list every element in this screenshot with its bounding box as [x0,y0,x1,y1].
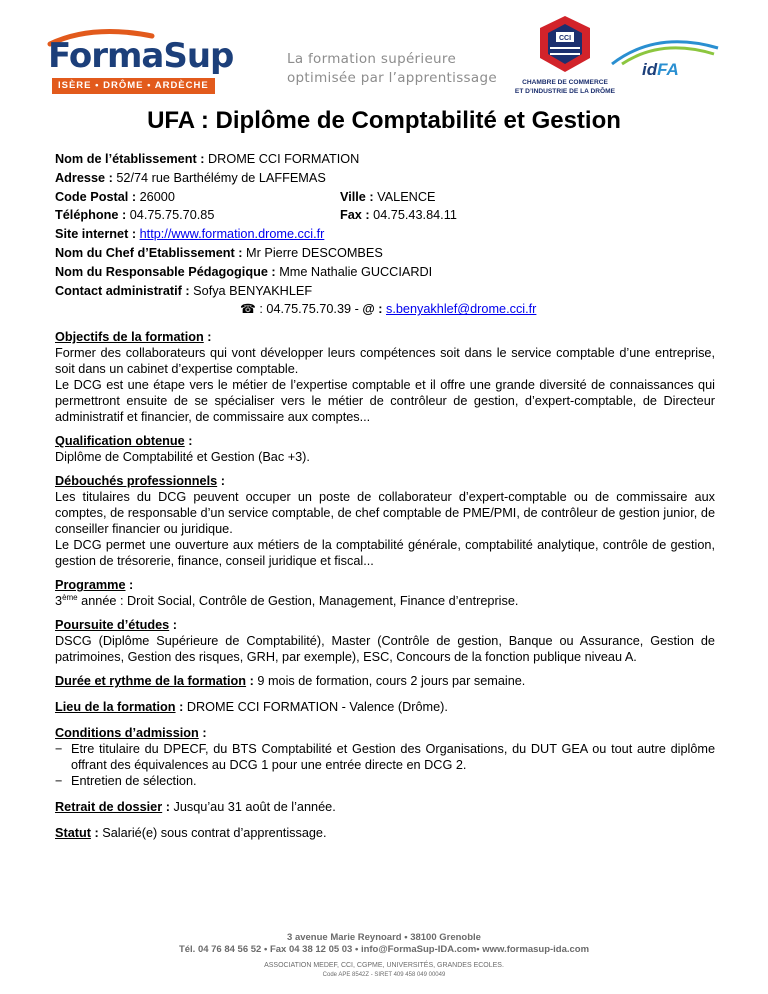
contact-phone: : 04.75.75.70.39 - [259,302,359,317]
adresse-label: Adresse : [55,170,113,185]
statut-text: Salarié(e) sous contrat d’apprentissage. [102,826,327,841]
info-adresse [55,169,715,188]
colon: : [188,434,193,449]
resp-value: Mme Nathalie GUCCIARDI [279,264,433,279]
info-contact [55,282,715,301]
cp-value: 26000 [139,189,175,204]
idfa-wordmark [642,60,679,80]
colon: : [172,618,177,633]
retrait-title: Retrait de dossier [55,800,163,815]
section-lieu [55,699,715,715]
lieu-text: DROME CCI FORMATION - Valence (Drôme). [186,700,448,715]
etab-value: DROME CCI FORMATION [208,152,360,166]
poursuite-paragraph: DSCG (Diplôme Supérieure de Comptabilité), Master (Contrôle de gestion, Banque ou Assurance, Gestion de patrimoines, Gestion des risques, GRH, par exemple), ESC, Concours de la fonction publique niveau A. [55,634,715,665]
qualif-paragraph: Diplôme de Comptabilité et Gestion (Bac +3). [55,450,310,465]
contact-value: Sofya BENYAKHLEF [193,283,313,298]
objectifs-paragraph-2: Le DCG est une étape vers le métier de l’expertise comptable et il offre une grande diversité de connaissances qui permettront ensuite de se spécialiser vers le métier de contrôleur de gestion, d’expert-comptable, de Directeur administratif et financier, de commissaire aux comptes... [55,378,715,425]
idfa-logo [606,30,726,100]
lieu-title: Lieu de la formation [55,700,176,715]
cci-label-line-2: ET D’INDUSTRIE DE LA DRÔME [514,88,616,95]
page-header [0,0,768,110]
section-qualification [55,433,715,465]
footer-siret: Code APE 8542Z - SIRET 409 458 049 00049 [322,972,446,978]
info-etablissement [55,150,715,169]
info-chef [55,244,715,263]
adresse-value: 52/74 rue Barthélémy de LAFFEMAS [116,170,326,185]
idfa-word-fa: FA [657,60,679,79]
tagline-line-2: optimisée par l’apprentissage [287,70,497,86]
idfa-word-id: id [642,60,658,79]
programme-text: année : Droit Social, Contrôle de Gestion, Management, Finance d’entreprise. [81,594,519,609]
colon: : [94,826,99,841]
qualif-title: Qualification obtenue [55,434,185,449]
colon: : [207,330,212,345]
debouches-paragraph-2: Le DCG permet une ouverture aux métiers de la comptabilité générale, comptabilité analytique, contrôle de gestion, gestion de trésorerie, finance, conseil juridique et fiscal... [55,538,715,569]
section-retrait [55,799,715,815]
contact-label: Contact administratif : [55,283,190,298]
retrait-text: Jusqu’au 31 août de l’année. [173,800,336,815]
programme-num: 3 [55,594,63,609]
site-label: Site internet : [55,227,137,242]
section-debouches [55,473,715,569]
programme-title: Programme [55,578,126,593]
footer-contact: Tél. 04 76 84 56 52 • Fax 04 38 12 05 03 • info@FormaSup-IDA.com• www.formasup-ida.com [178,944,590,955]
list-item: − Etre titulaire du DPECF, du BTS Comptabilité et Gestion des Organisations, du DUT GEA ou tout autre diplôme offrant des équivalences au DCG 1 pour une entrée directe en DCG 2. [55,741,715,773]
section-statut [55,825,715,841]
logo-word-sup: Sup [163,36,234,76]
colon: : [249,674,254,689]
info-contact-details [55,300,715,319]
debouches-paragraph-1: Les titulaires du DCG peuvent occuper un poste de collaborateur d’expert-comptable ou de commissaire aux comptes, de responsable d’un service comptable, de chef comptable de PME/PMI, de contrôleur de gestion junior, de conseiller financier ou juridique. [55,490,715,537]
cci-badge-text: CCI [558,35,572,42]
duree-title: Durée et rythme de la formation [55,674,247,689]
cci-label-line-1: CHAMBRE DE COMMERCE [522,79,608,86]
ville-label: Ville : [340,189,374,204]
tagline [287,50,497,88]
site-link[interactable]: http://www.formation.drome.cci.fr [139,227,325,242]
contact-email-link[interactable]: s.benyakhlef@drome.cci.fr [386,302,537,317]
cp-label: Code Postal : [55,189,137,204]
tagline-line-1: La formation supérieure [287,51,457,67]
section-duree [55,673,715,689]
info-tel-fax [55,206,715,225]
conditions-title: Conditions d’admission [55,726,199,741]
tel-label: Téléphone : [55,208,127,223]
cci-label [510,78,620,96]
chef-label: Nom du Chef d’Etablissement : [55,245,243,260]
chef-value: Mr Pierre DESCOMBES [246,245,383,260]
list-item: − Entretien de sélection. [55,773,715,789]
section-conditions [55,725,715,789]
fax-value: 04.75.43.84.11 [373,208,457,223]
colon: : [165,800,170,815]
colon: : [202,726,207,741]
debouches-title: Débouchés professionnels [55,474,218,489]
objectifs-paragraph-1: Former des collaborateurs qui vont développer leurs compétences soit dans le service comptable d’une entreprise, soit dans un cabinet d’expertise comptable. [55,346,715,377]
info-responsable [55,263,715,282]
resp-label: Nom du Responsable Pédagogique : [55,264,276,279]
logo-word-forma: Forma [48,36,164,76]
colon: : [129,578,134,593]
etab-label: Nom de l’établissement : [55,152,205,166]
document-body [55,150,715,841]
colon: : [179,700,184,715]
programme-sup: ème [62,592,78,602]
page-footer [0,932,768,979]
footer-association: ASSOCIATION MEDEF, CCI, CGPME, UNIVERSITÉS, GRANDES ECOLES. [264,962,504,969]
document-title: UFA : Diplôme de Comptabilité et Gestion [147,107,621,134]
conditions-list [55,741,715,789]
logo-subtitle: ISÈRE • DRÔME • ARDÈCHE [52,78,215,94]
ville-value: VALENCE [377,189,436,204]
statut-title: Statut [55,826,91,841]
tel-value: 04.75.75.70.85 [129,208,215,223]
section-poursuite [55,617,715,665]
footer-address: 3 avenue Marie Reynoard • 38100 Grenoble [287,932,481,943]
programme-paragraph [55,593,715,609]
cci-emblem-icon [510,14,620,78]
formasup-logo [42,36,262,96]
poursuite-title: Poursuite d’études [55,618,170,633]
cci-logo [510,14,620,104]
duree-text: 9 mois de formation, cours 2 jours par semaine. [257,674,526,689]
contact-at: @ : [362,302,383,317]
section-programme [55,577,715,609]
phone-icon: ☎ [240,302,256,317]
fax-label: Fax : [340,208,370,223]
objectifs-title: Objectifs de la formation [55,330,204,345]
info-site [55,225,715,244]
colon: : [220,474,225,489]
info-cp-ville [55,188,715,207]
logo-wordmark [48,36,233,76]
section-objectifs [55,329,715,425]
